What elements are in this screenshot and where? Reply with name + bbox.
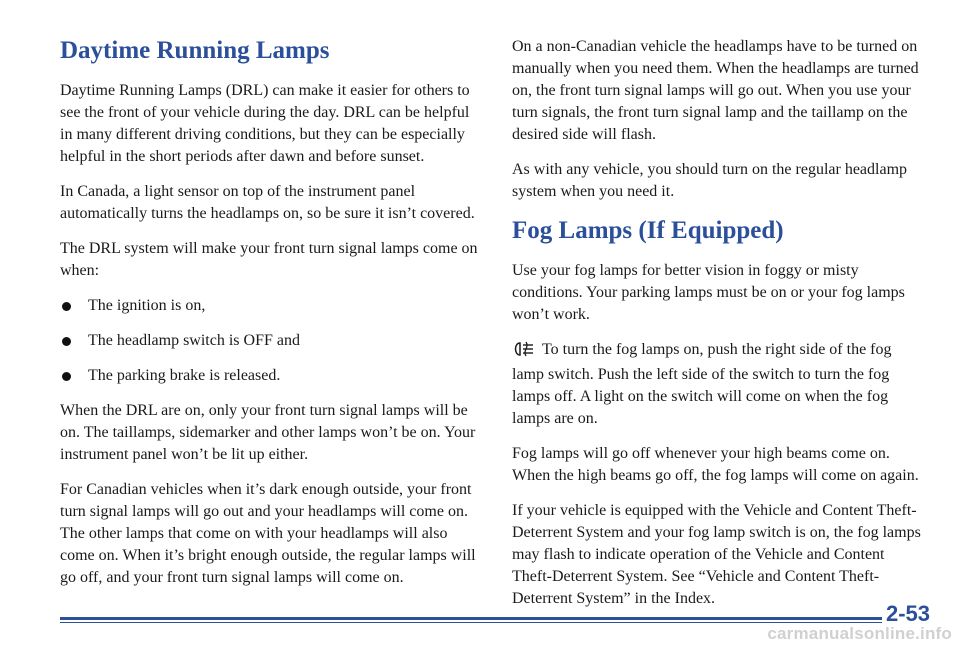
watermark: carmanualsonline.info	[767, 624, 952, 643]
bullet-icon	[62, 337, 71, 346]
list-item: The parking brake is released.	[60, 365, 478, 387]
footer-rule	[60, 617, 882, 620]
paragraph-fog-high-beams: Fog lamps will go off whenever your high beams come on. When the high beams go off, the fog lamps will come on again.	[512, 445, 919, 484]
paragraph-regular-headlamp: As with any vehicle, you should turn on the regular headlamp system when you need it.	[512, 161, 908, 200]
right-column	[512, 36, 927, 623]
paragraph-fog-switch: To turn the fog lamps on, push the right side of the fog lamp switch. Push the left side of the switch to turn the fog lamps off. A light on the switch will come on when the fog lamps are on.	[512, 341, 892, 427]
heading-fog-lamps: Fog Lamps (If Equipped)	[512, 217, 784, 244]
paragraph-theft-deterrent: If your vehicle is equipped with the Vehicle and Content Theft-Deterrent System and your fog lamp switch is on, the fog lamps may flash to indicate operation of the Vehicle and Content Theft-Deterrent System. See “Vehicle and Content Theft-Deterrent System” in the Index.	[512, 502, 921, 607]
paragraph-non-canadian: On a non-Canadian vehicle the headlamps have to be turned on manually when you need them. When the headlamps are turned on, the front turn signal lamps will go out. When you use your turn signals, the front turn signal lamp and the taillamp on the desired side will flash.	[512, 38, 919, 143]
paragraph-canadian-vehicles: For Canadian vehicles when it’s dark enough outside, your front turn signal lamps will go out and your headlamps will come on. The other lamps that come on with your headlamps will also come on. When it’s bright enough outside, the regular lamps will go off, and your front turn signal lamps will come on.	[60, 481, 476, 586]
paragraph-drl-intro: Daytime Running Lamps (DRL) can make it easier for others to see the front of your vehicle during the day. DRL can be helpful in many different driving conditions, but they can be especially helpful in the short periods after dawn and before sunset.	[60, 82, 470, 165]
bullet-icon	[62, 372, 71, 381]
conditions-list	[60, 295, 478, 387]
paragraph-drl-conditions: The DRL system will make your front turn signal lamps come on when:	[60, 240, 478, 279]
heading-daytime-running-lamps: Daytime Running Lamps	[60, 37, 330, 64]
left-column	[60, 36, 478, 602]
footer-rule-thin	[60, 622, 882, 623]
fog-lamp-icon	[512, 341, 536, 364]
paragraph-canada-sensor: In Canada, a light sensor on top of the instrument panel automatically turns the headlamps on, so be sure it isn’t covered.	[60, 183, 475, 222]
paragraph-drl-on: When the DRL are on, only your front turn signal lamps will be on. The taillamps, sidemarker and other lamps won’t be on. Your instrument panel won’t be lit up either.	[60, 402, 476, 463]
paragraph-fog-use: Use your fog lamps for better vision in foggy or misty conditions. Your parking lamps must be on or your fog lamps won’t work.	[512, 262, 905, 323]
list-item: The headlamp switch is OFF and	[60, 330, 478, 352]
page-number: 2-53	[885, 601, 930, 626]
list-item: The ignition is on,	[60, 295, 478, 317]
bullet-icon	[62, 302, 71, 311]
